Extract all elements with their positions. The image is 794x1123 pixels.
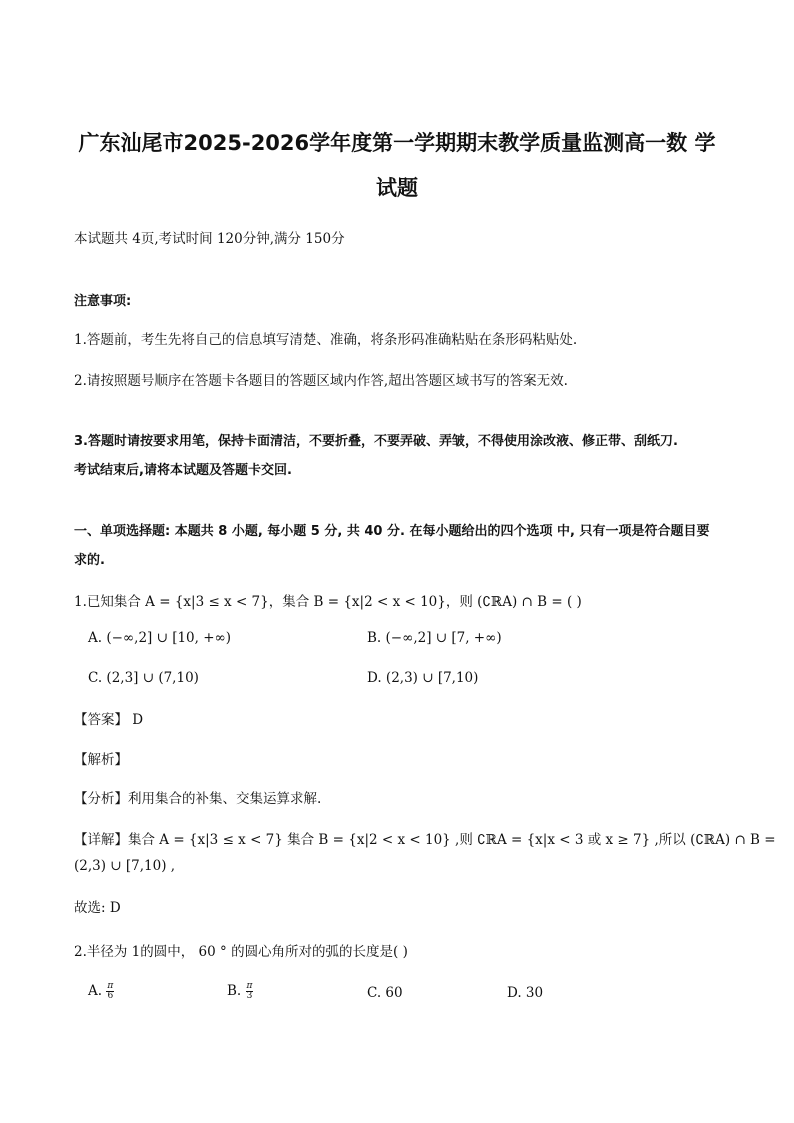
question-1-stem: 1.已知集合 A = {x|3 ≤ x < 7}，集合 B = {x|2 < x < 10}，则 (∁ℝA) ∩ B = ( )	[74, 594, 582, 610]
fraction	[246, 982, 254, 1001]
option-label: A.	[88, 983, 103, 999]
question-1-choice: 故选: D	[74, 900, 121, 916]
question-2-option-d: D. 30	[507, 985, 544, 1001]
question-1-detail-line-2: (2,3) ∪ [7,10) ,	[74, 858, 176, 874]
question-2-option-b	[227, 982, 253, 1001]
section-heading-line-1: 一、单项选择题: 本题共 8 小题, 每小题 5 分, 共 40 分. 在每小题给出的四个选项 中, 只有一项是符合题目要	[74, 524, 710, 539]
fraction	[106, 982, 114, 1001]
question-2-stem: 2.半径为 1的圆中， 60 ° 的圆心角所对的弧的长度是( )	[74, 944, 408, 960]
question-1-analysis-heading: 【解析】	[74, 752, 128, 768]
question-1-option-a: A. (−∞,2] ∪ [10, +∞)	[88, 630, 232, 646]
notice-item-2: 2.请按照题号顺序在答题卡各题目的答题区域内作答,超出答题区域书写的答案无效.	[74, 373, 568, 389]
notice-item-3-line-2: 考试结束后,请将本试题及答题卡交回.	[74, 463, 292, 478]
page-title-line-1: 广东汕尾市2025-2026学年度第一学期期末教学质量监测高一数 学	[78, 131, 716, 155]
fraction-denominator: 6	[107, 991, 114, 1001]
question-1-option-b: B. (−∞,2] ∪ [7, +∞)	[367, 630, 502, 646]
question-1-option-c: C. (2,3] ∪ (7,10)	[88, 670, 199, 686]
question-2-option-c: C. 60	[367, 985, 403, 1001]
fraction-denominator: 3	[246, 991, 253, 1001]
option-label: B.	[227, 983, 242, 999]
question-1-answer: 【答案】 D	[74, 712, 144, 728]
question-1-detail-line-1: 【详解】集合 A = {x|3 ≤ x < 7} 集合 B = {x|2 < x < 10} ,则 ∁ℝA = {x|x < 3 或 x ≥ 7} ,所以 (∁ℝA) ∩ B =	[74, 832, 776, 848]
fraction-numerator: π	[246, 981, 253, 991]
notice-heading: 注意事项:	[74, 294, 132, 309]
notice-item-1: 1.答题前，考生先将自己的信息填写清楚、准确，将条形码准确粘贴在条形码粘贴处.	[74, 332, 578, 348]
question-1-option-d: D. (2,3) ∪ [7,10)	[367, 670, 479, 686]
section-heading-line-2: 求的.	[74, 553, 105, 568]
notice-item-3-line-1: 3.答题时请按要求用笔，保持卡面清洁，不要折叠，不要弄破、弄皱，不得使用涂改液、修正带、刮纸刀.	[74, 434, 678, 449]
fraction-numerator: π	[107, 981, 114, 991]
page-title-line-2: 试题	[376, 176, 418, 200]
question-2-option-a	[88, 982, 114, 1001]
question-1-method: 【分析】利用集合的补集、交集运算求解.	[74, 791, 322, 807]
exam-intro: 本试题共 4页,考试时间 120分钟,满分 150分	[74, 231, 345, 247]
